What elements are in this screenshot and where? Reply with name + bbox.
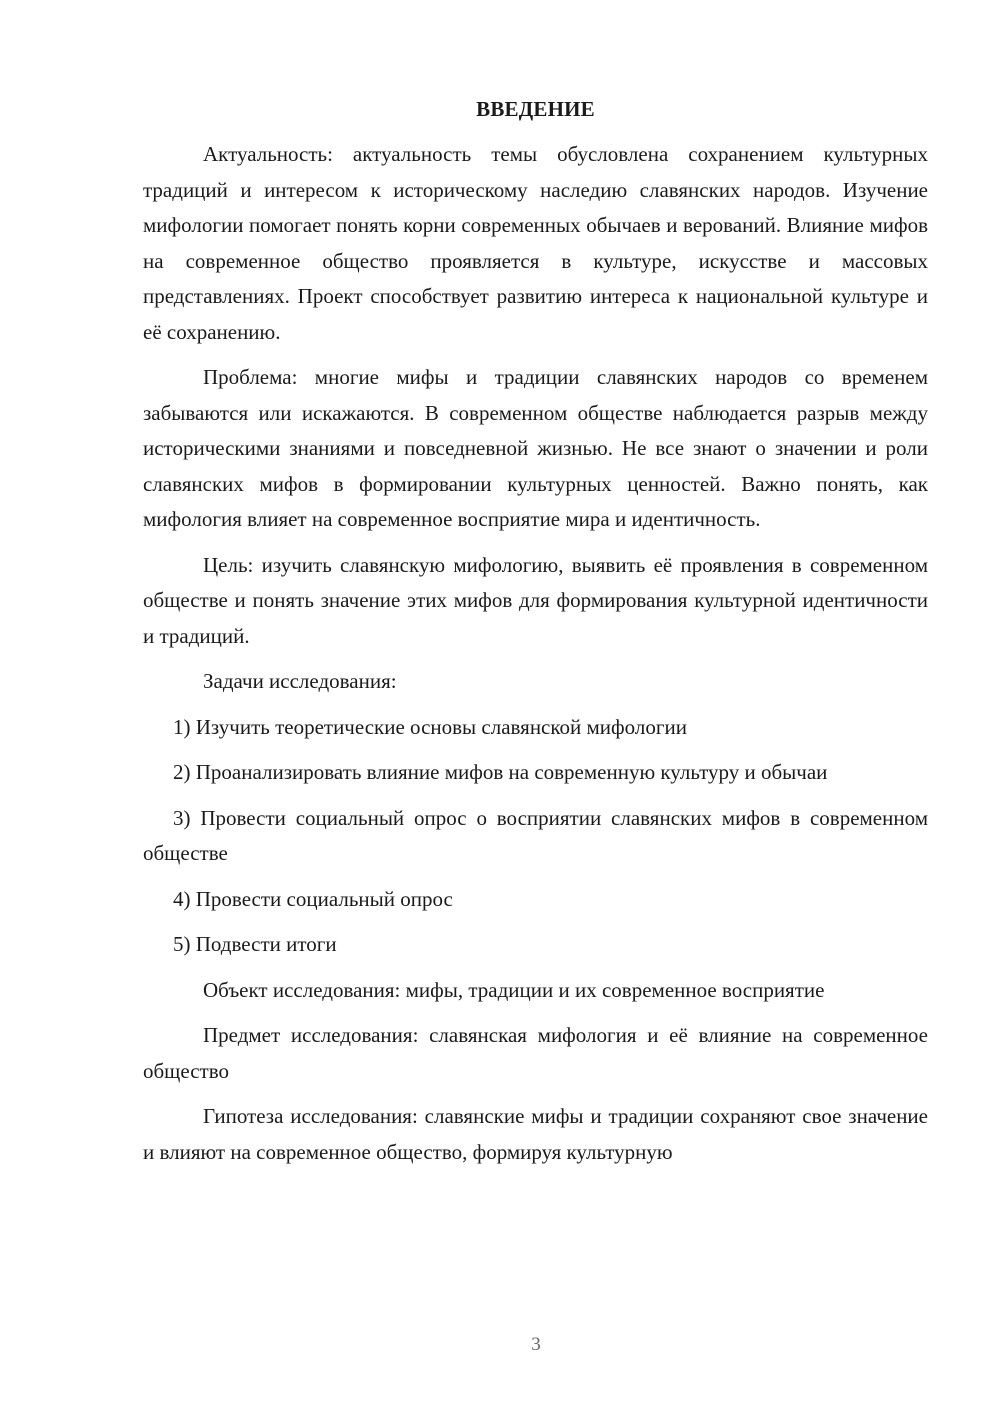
task-item-5: 5) Подвести итоги: [173, 932, 337, 956]
research-subject-paragraph: Предмет исследования: славянская мифология и её влияние на современное общество: [143, 1023, 928, 1083]
research-object-paragraph: Объект исследования: мифы, традиции и их современное восприятие: [203, 977, 825, 1002]
relevance-paragraph: Актуальность: актуальность темы обусловлена сохранением культурных традиций и интересом к историческому наследию славянских народов. Изучение мифологии помогает понять корни современных обычаев и верований. Влияние мифов на современное общество проявляется в культуре, искусстве и массовых представлениях. Проект способствует развитию интереса к национальной культуре и её сохранению.: [143, 142, 928, 344]
section-heading: ВВЕДЕНИЕ: [476, 97, 595, 121]
hypothesis-paragraph: Гипотеза исследования: славянские мифы и традиции сохраняют свое значение и влияют на современное общество, формируя культурную: [143, 1104, 928, 1164]
document-body: [143, 92, 928, 1180]
problem-paragraph: Проблема: многие мифы и традиции славянских народов со временем забываются или искажаются. В современном обществе наблюдается разрыв между историческими знаниями и повседневной жизнью. Не все знают о значении и роли славянских мифов в формировании культурных ценностей. Важно понять, как мифология влияет на современное восприятие мира и идентичность.: [143, 365, 928, 531]
goal-paragraph: Цель: изучить славянскую мифологию, выявить её проявления в современном обществе и понять значение этих мифов для формирования культурной идентичности и традиций.: [143, 552, 928, 648]
tasks-heading: Задачи исследования:: [203, 669, 397, 693]
task-item-3: 3) Провести социальный опрос о восприятии славянских мифов в современном обществе: [143, 805, 928, 865]
task-item-2: 2) Проанализировать влияние мифов на современную культуру и обычаи: [173, 760, 828, 784]
tasks-list: [143, 710, 928, 963]
task-item-4: 4) Провести социальный опрос: [173, 886, 453, 911]
task-item-1: 1) Изучить теоретические основы славянской мифологии: [173, 714, 687, 739]
page-number: 3: [531, 1334, 541, 1355]
